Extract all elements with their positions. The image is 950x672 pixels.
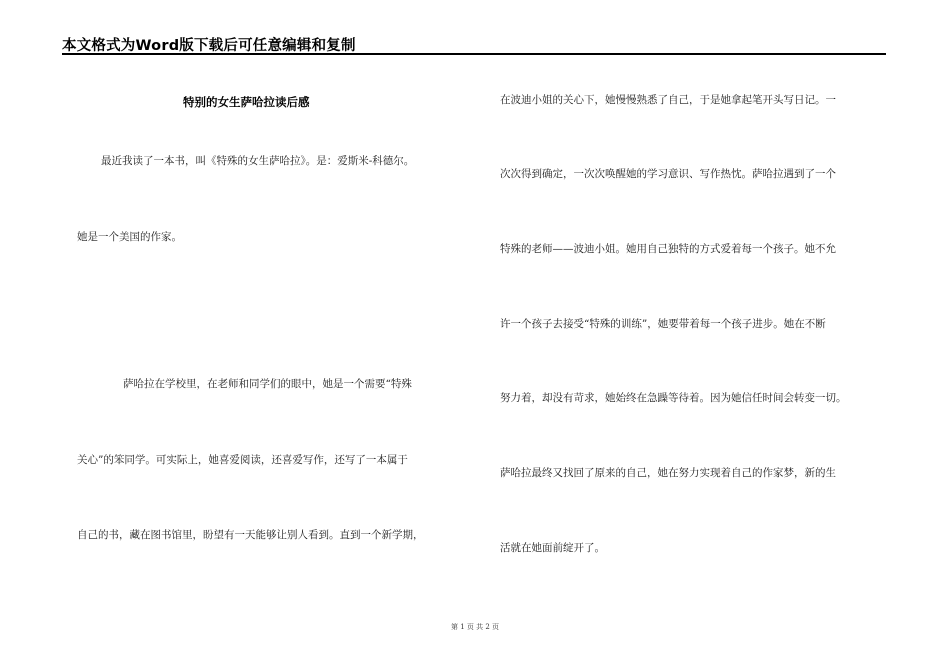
paragraph-line: 萨哈拉最终又找回了原来的自己，她在努力实现着自己的作家梦，新的生	[500, 467, 836, 479]
document-header-title: 本文格式为Word版下载后可任意编辑和复制	[62, 38, 356, 54]
paragraph-line: 关心”的笨同学。可实际上，她喜爱阅读，还喜爱写作，还写了一本属于	[77, 454, 408, 466]
paragraph-line: 她是一个美国的作家。	[77, 231, 182, 243]
paragraph-line: 活就在她面前绽开了。	[500, 542, 605, 554]
header-divider	[62, 53, 886, 55]
paragraph-line: 次次得到确定，一次次唤醒她的学习意识、写作热忱。萨哈拉遇到了一个	[500, 168, 836, 180]
page-number: 第 1 页 共 2 页	[450, 623, 500, 631]
paragraph-line: 特殊的老师——波迪小姐。她用自己独特的方式爱着每一个孩子。她不允	[500, 243, 836, 255]
paragraph-line: 萨哈拉在学校里，在老师和同学们的眼中，她是一个需要“特殊	[123, 378, 412, 390]
paragraph-line: 许一个孩子去接受“特殊的训练”，她要带着每一个孩子进步。她在不断	[500, 318, 826, 330]
paragraph-line: 最近我读了一本书，叫《特殊的女生萨哈拉》。是：爱斯米-科德尔。	[101, 155, 415, 167]
paragraph-line: 在波迪小姐的关心下，她慢慢熟悉了自己，于是她拿起笔开头写日记。一	[500, 94, 836, 106]
paragraph-line: 努力着，却没有苛求，她始终在急躁等待着。因为她信任时间会转变一切。	[500, 392, 847, 404]
article-title: 特别的女生萨哈拉读后感	[183, 95, 310, 109]
paragraph-line: 自己的书，藏在图书馆里，盼望有一天能够让别人看到。直到一个新学期，	[77, 529, 424, 541]
